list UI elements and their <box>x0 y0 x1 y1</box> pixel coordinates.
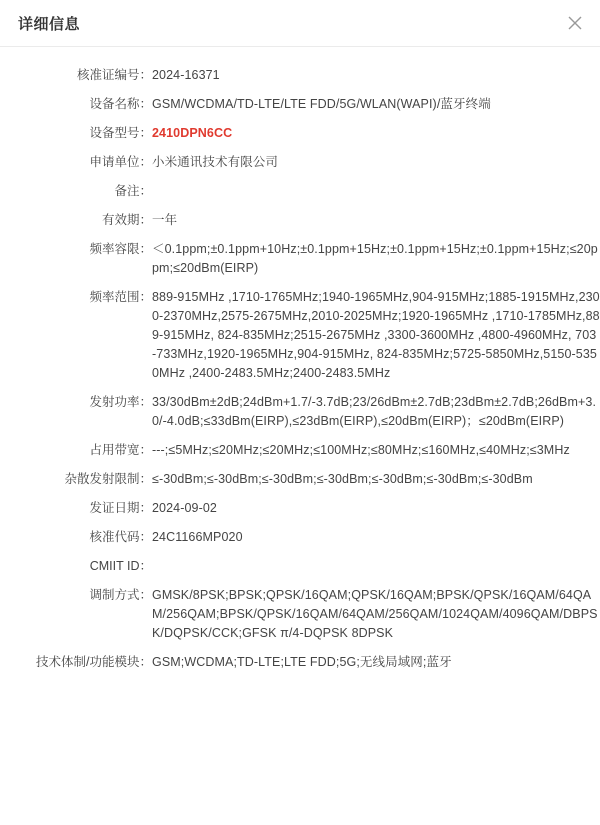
row-label: 设备名称： <box>89 97 152 111</box>
row-label: CMIIT ID： <box>89 559 152 573</box>
table-row <box>0 177 600 206</box>
table-row <box>0 465 600 494</box>
table-row <box>0 148 600 177</box>
row-value: ≤-30dBm;≤-30dBm;≤-30dBm;≤-30dBm;≤-30dBm;≤-30dBm;≤-30dBm <box>152 472 533 486</box>
row-value: ---;≤5MHz;≤20MHz;≤20MHz;≤100MHz;≤80MHz;≤160MHz,≤40MHz;≤3MHz <box>152 443 570 457</box>
row-label: 核准证编号： <box>76 68 152 82</box>
row-value: 小米通讯技术有限公司 <box>152 155 279 169</box>
row-label: 核准代码： <box>89 530 152 544</box>
row-label: 频率容限： <box>89 242 152 256</box>
row-value: GMSK/8PSK;BPSK;QPSK/16QAM;QPSK/16QAM;BPSK/QPSK/16QAM/64QAM/256QAM;BPSK/QPSK/16QAM/64QAM/256QAM/1024QAM/4096QAM/DBPSK/DQPSK/CCK;GFSK π/4-DQPSK 8DPSK <box>152 588 598 640</box>
page-title: 详细信息 <box>18 15 81 33</box>
table-row <box>0 388 600 436</box>
row-value: GSM;WCDMA;TD-LTE;LTE FDD;5G;无线局域网;蓝牙 <box>152 655 452 669</box>
row-label: 频率范围： <box>89 290 152 304</box>
row-label: 占用带宽： <box>89 443 152 457</box>
row-label: 调制方式： <box>89 588 152 602</box>
close-icon[interactable] <box>564 12 586 34</box>
dialog-titlebar <box>0 0 600 47</box>
table-row <box>0 494 600 523</box>
row-value: 2410DPN6CC <box>152 126 233 140</box>
row-value <box>152 552 600 581</box>
row-value: ＜0.1ppm;±0.1ppm+10Hz;±0.1ppm+15Hz;±0.1ppm+15Hz;±0.1ppm+15Hz;≤20ppm;≤20dBm(EIRP) <box>152 242 598 275</box>
row-label: 杂散发射限制： <box>64 472 152 486</box>
table-row <box>0 436 600 465</box>
table-row <box>0 90 600 119</box>
table-row <box>0 581 600 648</box>
row-value: 24C1166MP020 <box>152 530 243 544</box>
row-value: 889-915MHz ,1710-1765MHz;1940-1965MHz,904-915MHz;1885-1915MHz,2300-2370MHz,2575-2675MHz,2010-2025MHz;1920-1965MHz ,1710-1785MHz,889-915MHz, 824-835MHz;2515-2675MHz ,3300-3600MHz ,4800-4960MHz, 703-733MHz,1920-1965MHz,904-915MHz, 824-835MHz;5725-5850MHz,5150-5350MHz ,2400-2483.5MHz;2400-2483.5MHz <box>152 290 600 380</box>
table-row <box>0 552 600 581</box>
table-row <box>0 119 600 148</box>
row-value: 一年 <box>152 213 178 227</box>
row-label: 备注： <box>114 184 152 198</box>
table-row <box>0 648 600 677</box>
row-label: 申请单位： <box>89 155 152 169</box>
detail-content <box>0 47 600 677</box>
row-value <box>152 177 600 206</box>
row-label: 有效期： <box>101 213 152 227</box>
row-label: 设备型号： <box>89 126 152 140</box>
detail-table <box>0 61 600 677</box>
row-value: GSM/WCDMA/TD-LTE/LTE FDD/5G/WLAN(WAPI)/蓝牙终端 <box>152 97 491 111</box>
row-label: 技术体制/功能模块： <box>36 655 152 669</box>
row-value: 2024-09-02 <box>152 501 217 515</box>
row-value: 2024-16371 <box>152 68 220 82</box>
table-row <box>0 235 600 283</box>
row-value: 33/30dBm±2dB;24dBm+1.7/-3.7dB;23/26dBm±2.7dB;23dBm±2.7dB;26dBm+3.0/-4.0dB;≤33dBm(EIRP),≤23dBm(EIRP),≤20dBm(EIRP)；≤20dBm(EIRP) <box>152 395 597 428</box>
row-label: 发射功率： <box>89 395 152 409</box>
row-label: 发证日期： <box>89 501 152 515</box>
table-row <box>0 283 600 388</box>
table-row <box>0 206 600 235</box>
table-row <box>0 61 600 90</box>
table-row <box>0 523 600 552</box>
